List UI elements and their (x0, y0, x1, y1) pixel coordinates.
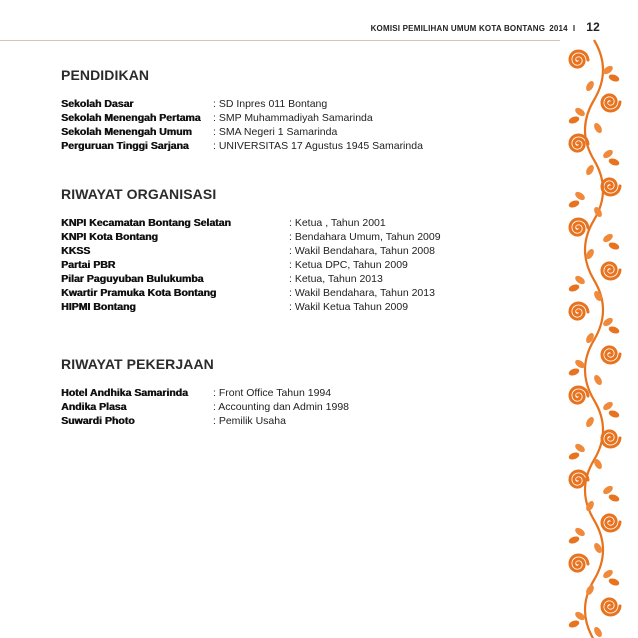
row-label: Perguruan Tinggi Sarjana (61, 140, 189, 152)
row-label: Sekolah Menengah Pertama (61, 112, 201, 124)
vine-leaf (602, 232, 615, 244)
vine-leaf (602, 316, 615, 328)
row-value: : Front Office Tahun 1994 (213, 387, 332, 399)
vine-swirl (602, 599, 620, 615)
vine-swirl (602, 515, 620, 531)
vine-leaf (608, 73, 621, 83)
row-value: : Ketua , Tahun 2001 (289, 217, 386, 229)
info-row (61, 111, 423, 125)
vine-leaf (584, 164, 595, 177)
info-row (61, 216, 441, 230)
row-value: : Wakil Ketua Tahun 2009 (289, 301, 409, 313)
info-row (61, 258, 441, 272)
row-label: Kwartir Pramuka Kota Bontang (61, 287, 217, 299)
vine-swirl (602, 95, 620, 111)
vine-leaf (574, 442, 587, 454)
vine-leaf (592, 626, 603, 638)
row-value: : SMA Negeri 1 Samarinda (213, 126, 338, 138)
info-row (61, 244, 441, 258)
vine-swirl (570, 303, 588, 319)
running-header (300, 20, 600, 34)
vine-swirl (602, 263, 620, 279)
vine-swirl (570, 219, 588, 235)
row-value: : Bendahara Umum, Tahun 2009 (289, 231, 441, 243)
section-pendidikan (61, 67, 423, 153)
section-title-pendidikan: PENDIDIKAN (61, 67, 150, 83)
row-label: Sekolah Menengah Umum (61, 126, 192, 138)
vine-swirl (602, 347, 620, 363)
info-row (61, 139, 423, 153)
vine-leaf (568, 451, 581, 461)
vine-swirl (570, 555, 588, 571)
vine-leaf (568, 619, 581, 629)
vine-leaf (584, 584, 595, 597)
vine-leaf (608, 409, 621, 419)
info-row (61, 414, 349, 428)
section-riwayat-organisasi (61, 186, 441, 314)
row-label: HIPMI Bontang (61, 301, 136, 313)
vine-leaf (568, 367, 581, 377)
header-publisher: KOMISI PEMILIHAN UMUM KOTA BONTANG (370, 24, 546, 33)
section-riwayat-pekerjaan (61, 356, 349, 428)
vine-leaf (574, 526, 587, 538)
section-title-riwayat-organisasi: RIWAYAT ORGANISASI (61, 186, 217, 202)
vine-leaf (602, 148, 615, 160)
vine-leaf (592, 122, 603, 135)
row-label: Pilar Paguyuban Bulukumba (61, 273, 204, 285)
vine-leaf (602, 484, 615, 496)
info-row (61, 300, 441, 314)
vine-leaf (584, 80, 595, 93)
info-row (61, 125, 423, 139)
vine-leaf (568, 535, 581, 545)
header-separator: I (572, 24, 576, 33)
vine-leaf (568, 283, 581, 293)
row-value: : Pemilik Usaha (213, 415, 286, 427)
header-divider (0, 40, 560, 41)
vine-leaf (568, 199, 581, 209)
row-label: Hotel Andhika Samarinda (61, 387, 188, 399)
vine-leaf (592, 206, 603, 219)
info-row (61, 272, 441, 286)
vine-leaf (574, 274, 587, 286)
vine-swirl (570, 387, 588, 403)
info-row (61, 97, 423, 111)
vine-leaf (608, 577, 621, 587)
row-value: : Ketua DPC, Tahun 2009 (289, 259, 408, 271)
header-year: 2014 (549, 24, 568, 33)
row-value: : SD Inpres 011 Bontang (213, 98, 328, 110)
vine-leaf (592, 374, 603, 387)
vine-leaf (602, 400, 615, 412)
row-value: : SMP Muhammadiyah Samarinda (213, 112, 373, 124)
info-row (61, 400, 349, 414)
vine-leaf (608, 325, 621, 335)
row-value: : UNIVERSITAS 17 Agustus 1945 Samarinda (213, 140, 423, 152)
row-value: : Wakil Bendahara, Tahun 2013 (289, 287, 435, 299)
row-label: KKSS (61, 245, 91, 257)
section-title-riwayat-pekerjaan: RIWAYAT PEKERJAAN (61, 356, 214, 372)
row-label: KNPI Kota Bontang (61, 231, 158, 243)
info-row (61, 230, 441, 244)
vine-swirl (602, 179, 620, 195)
vine-swirl (602, 431, 620, 447)
page-number: 12 (586, 20, 600, 34)
vine-leaf (608, 493, 621, 503)
vine-leaf (584, 416, 595, 429)
row-value: : Ketua, Tahun 2013 (289, 273, 383, 285)
vine-swirl (570, 135, 588, 151)
row-label: Partai PBR (61, 259, 116, 271)
row-label: KNPI Kecamatan Bontang Selatan (61, 217, 231, 229)
row-label: Suwardi Photo (61, 415, 135, 427)
row-value: : Wakil Bendahara, Tahun 2008 (289, 245, 435, 257)
row-label: Andika Plasa (61, 401, 127, 413)
vine-leaf (568, 115, 581, 125)
vine-leaf (574, 190, 587, 202)
info-row (61, 286, 441, 300)
vine-swirl (570, 51, 588, 67)
info-row (61, 386, 349, 400)
row-label: Sekolah Dasar (61, 98, 134, 110)
vine-leaf (608, 241, 621, 251)
vine-leaf (608, 157, 621, 167)
vine-leaf (584, 332, 595, 345)
vine-leaf (602, 568, 615, 580)
row-value: : Accounting dan Admin 1998 (213, 401, 350, 413)
vine-leaf (574, 106, 587, 118)
